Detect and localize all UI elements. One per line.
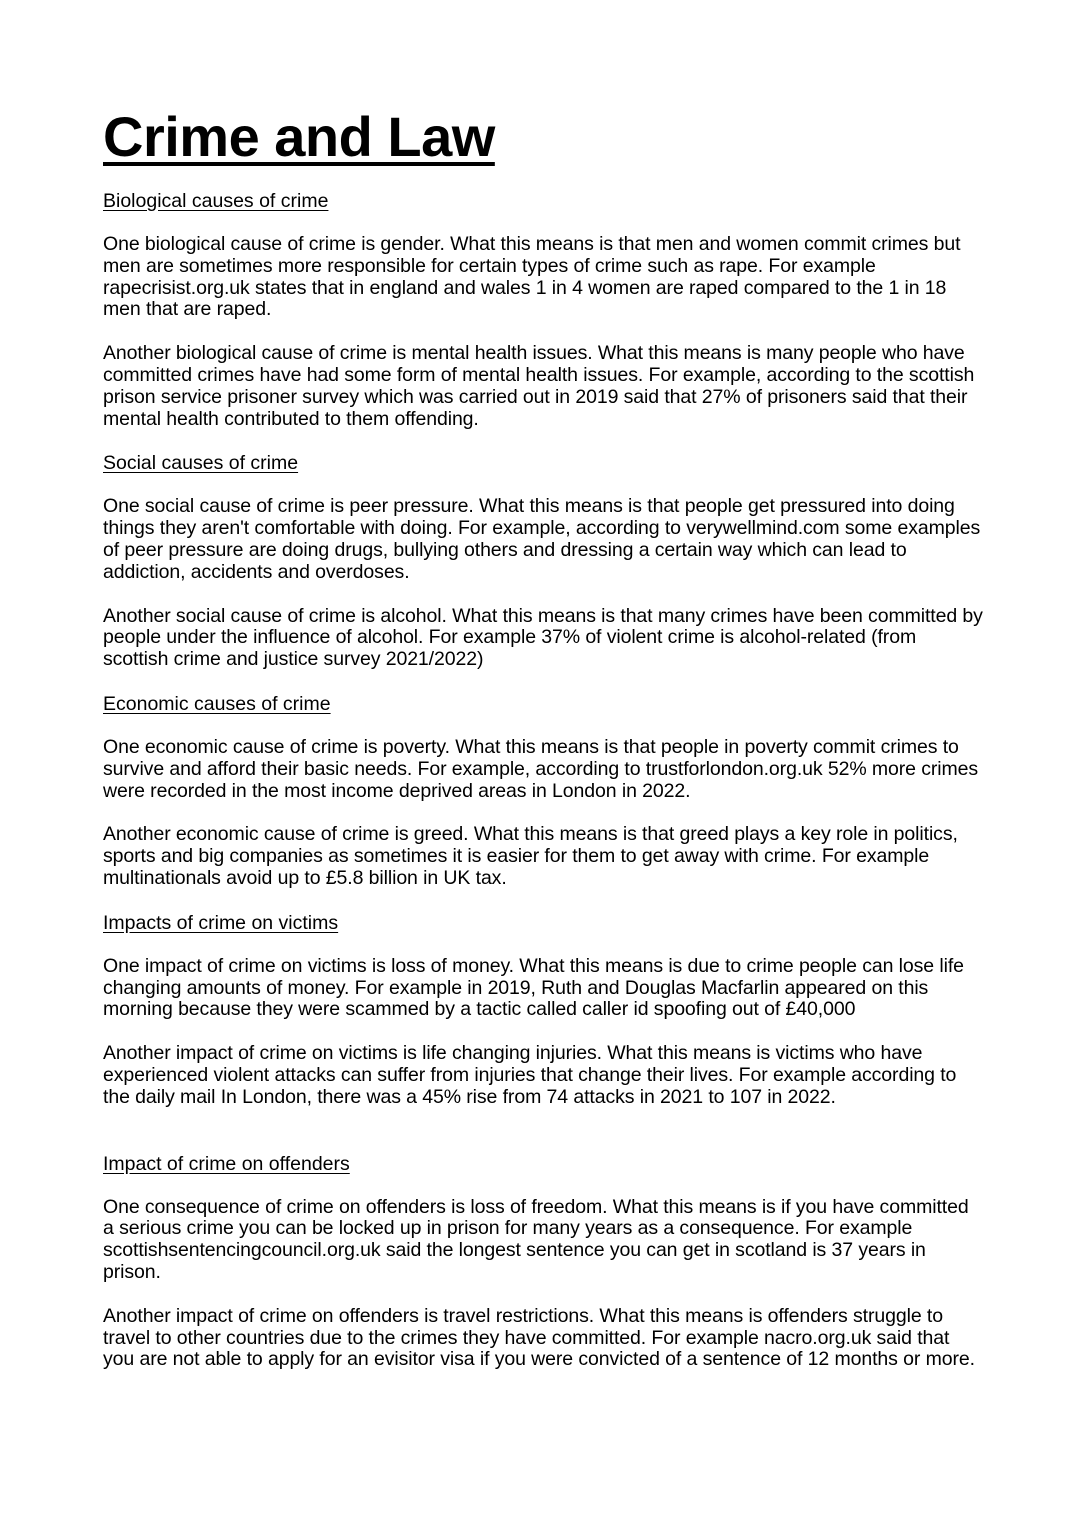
paragraph: Another social cause of crime is alcohol. What this means is that many crimes have been committed by people under the influence of alcohol. For example 37% of violent crime is alcohol-related (from scottish crime and justice survey 2021/2022) bbox=[103, 604, 983, 671]
document-page bbox=[103, 104, 983, 1393]
section-economic-causes bbox=[103, 693, 983, 890]
paragraph: One consequence of crime on offenders is loss of freedom. What this means is if you have committed a serious crime you can be locked up in prison for many years as a consequence. For example scottishsentencingcouncil.org.uk said the longest sentence you can get in scotland is 37 years in prison. bbox=[103, 1195, 969, 1283]
spacer bbox=[103, 1131, 983, 1153]
section-biological-causes bbox=[103, 190, 983, 430]
paragraph: One social cause of crime is peer pressure. What this means is that people get pressured into doing things they aren't comfortable with doing. For example, according to verywellmind.com some examples of peer pressure are doing drugs, bullying others and dressing a certain way which can lead to addiction, accidents and overdoses. bbox=[103, 495, 981, 583]
paragraph: One impact of crime on victims is loss of money. What this means is due to crime people can lose life changing amounts of money. For example in 2019, Ruth and Douglas Macfarlin appeared on this morning because they were scammed by a tactic called caller id spoofing out of £40,000 bbox=[103, 954, 964, 1021]
paragraph: Another impact of crime on offenders is travel restrictions. What this means is offenders struggle to travel to other countries due to the crimes they have committed. For example nacro.org.uk said that you are not able to apply for an evisitor visa if you were convicted of a sentence of 12 months or more. bbox=[103, 1304, 975, 1371]
section-impacts-on-victims bbox=[103, 912, 983, 1109]
section-heading: Biological causes of crime bbox=[103, 190, 329, 212]
paragraph: One biological cause of crime is gender. What this means is that men and women commit crimes but men are sometimes more responsible for certain types of crime such as rape. For example rapecrisist.org.uk states that in england and wales 1 in 4 women are raped compared to the 1 in 18 men that are raped. bbox=[103, 233, 961, 321]
section-heading: Social causes of crime bbox=[103, 452, 299, 475]
section-heading: Economic causes of crime bbox=[103, 692, 331, 715]
paragraph: Another economic cause of crime is greed. What this means is that greed plays a key role in politics, sports and big companies as sometimes it is easier for them to get away with crime. For example multinationals avoid up to £5.8 billion in UK tax. bbox=[103, 823, 958, 889]
paragraph: Another impact of crime on victims is life changing injuries. What this means is victims who have experienced violent attacks can suffer from injuries that change their lives. For example according to the daily mail In London, there was a 45% rise from 74 attacks in 2021 to 107 in 2022. bbox=[103, 1042, 957, 1108]
section-social-causes bbox=[103, 452, 983, 671]
section-impact-on-offenders bbox=[103, 1153, 983, 1372]
page-title: Crime and Law bbox=[103, 105, 495, 168]
paragraph: Another biological cause of crime is mental health issues. What this means is many people who have committed crimes have had some form of mental health issues. For example, according to the scottish prison service prisoner survey which was carried out in 2019 said that 27% of prisoners said that their mental health contributed to them offending. bbox=[103, 342, 975, 430]
section-heading: Impacts of crime on victims bbox=[103, 911, 339, 934]
section-heading: Impact of crime on offenders bbox=[103, 1152, 350, 1175]
paragraph: One economic cause of crime is poverty. What this means is that people in poverty commit crimes to survive and afford their basic needs. For example, according to trustforlondon.org.uk 52% more crimes were recorded in the most income deprived areas in London in 2022. bbox=[103, 735, 979, 802]
